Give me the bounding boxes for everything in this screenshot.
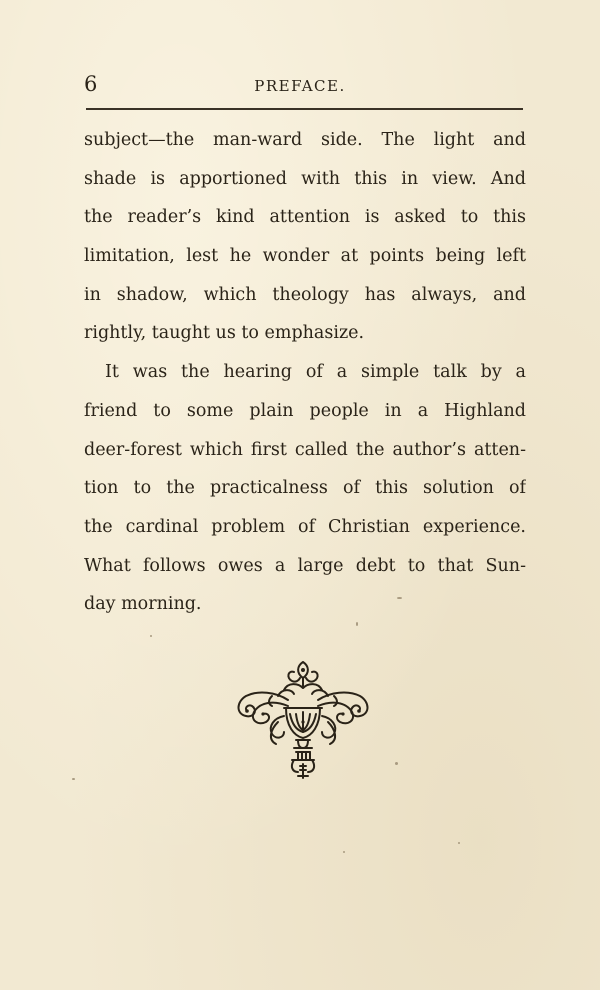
paper-speck bbox=[343, 851, 345, 853]
paper-speck bbox=[72, 778, 75, 780]
paper-speck bbox=[397, 597, 402, 599]
floral-urn-ornament-icon bbox=[228, 656, 378, 784]
body-text bbox=[84, 121, 526, 624]
text-line: It was the hearing of a simple talk by a bbox=[105, 362, 526, 383]
text-line: rightly, taught us to emphasize. bbox=[84, 323, 365, 344]
text-line: limitation, lest he wonder at points being left bbox=[84, 246, 526, 267]
text-line: tion to the practicalness of this solution of bbox=[84, 478, 526, 499]
header-rule bbox=[86, 108, 523, 110]
text-line: friend to some plain people in a Highland bbox=[84, 400, 526, 421]
text-line: in shadow, which theology has always, and bbox=[84, 284, 526, 305]
text-line: the reader’s kind attention is asked to this bbox=[84, 207, 526, 228]
paper-speck bbox=[395, 762, 398, 765]
text-line: deer-forest which first called the author’s atten- bbox=[84, 439, 526, 460]
text-line: day morning. bbox=[84, 594, 202, 615]
text-line: the cardinal problem of Christian experience. bbox=[84, 516, 526, 537]
paper-speck bbox=[458, 842, 460, 844]
text-line: subject—the man-ward side. The light and bbox=[84, 130, 526, 150]
paper-speck bbox=[150, 635, 152, 637]
text-line: What follows owes a large debt to that Sun- bbox=[84, 555, 526, 576]
paper-speck bbox=[356, 622, 358, 626]
text-line: shade is apportioned with this in view. And bbox=[84, 168, 526, 189]
running-head: PREFACE. bbox=[254, 77, 346, 95]
page-number: 6 bbox=[84, 72, 98, 96]
